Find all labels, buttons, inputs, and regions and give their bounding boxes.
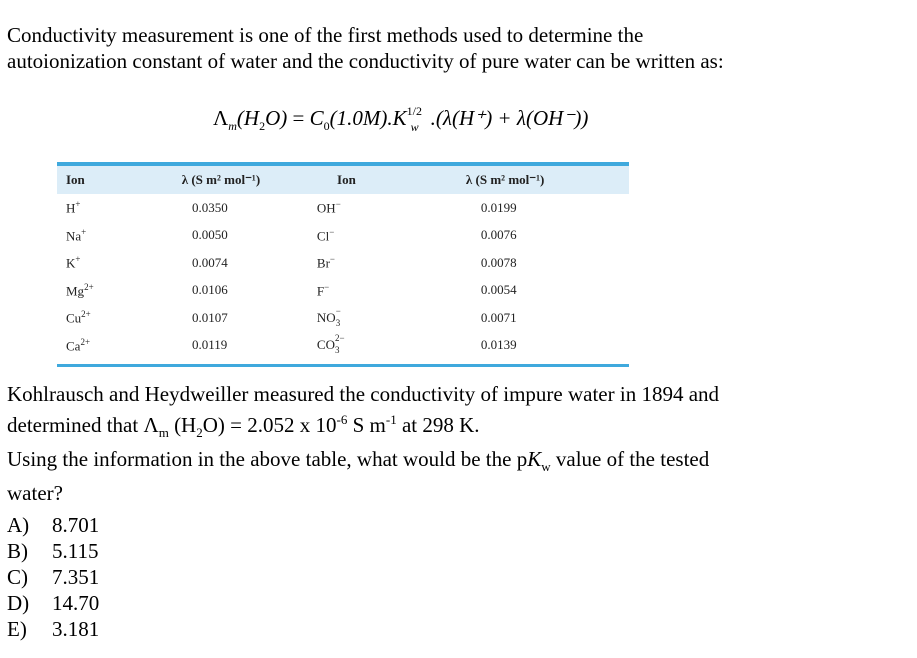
formula-conc: (1.0M).K — [329, 106, 407, 130]
answer-value: 5.115 — [52, 539, 99, 563]
table-row — [57, 304, 629, 332]
anion-value: 0.0054 — [480, 282, 517, 298]
formula-k-sup: 1/2 — [406, 104, 422, 118]
answer-option-b[interactable] — [7, 538, 99, 564]
answer-letter: A) — [7, 513, 30, 537]
formula-h2o-open: (H — [236, 106, 260, 130]
answer-choices — [7, 512, 99, 642]
answer-option-a[interactable] — [7, 512, 99, 538]
cation-cell: K+ — [66, 254, 81, 271]
answer-option-c[interactable] — [7, 564, 99, 590]
anion-value: 0.0139 — [480, 337, 517, 353]
cation-value: 0.0119 — [191, 337, 228, 353]
formula-h2o-sub: 2 — [259, 119, 266, 134]
cation-cell: $Mg^{2+}$ — [66, 281, 94, 298]
cation-value: 0.0107 — [191, 309, 228, 325]
table-row — [57, 194, 629, 222]
answer-letter: C) — [7, 565, 28, 589]
header-ion-anion: Ion — [337, 172, 356, 187]
cation-value: 0.0074 — [191, 254, 228, 270]
header-ion-cation: Ion — [66, 172, 85, 187]
answer-value: 3.181 — [52, 617, 100, 641]
table-row — [57, 249, 629, 277]
intro-line-2: autoionization constant of water and the conductivity of pure water can be written as: — [7, 49, 724, 73]
table-row — [57, 332, 629, 360]
anion-value: 0.0078 — [480, 254, 517, 270]
intro-line-1: Conductivity measurement is one of the first methods used to determine the — [7, 23, 644, 47]
anion-cell: NO − 3 — [316, 305, 341, 328]
formula-equals: = — [287, 106, 310, 130]
answer-option-e[interactable] — [7, 616, 99, 642]
question-line-3: Using the information in the above table, what would be the $pK_w$ value of the tested — [7, 447, 710, 475]
answer-value: 8.701 — [52, 513, 100, 537]
anion-value: 0.0076 — [480, 227, 517, 243]
cation-value: 0.0106 — [191, 282, 228, 298]
intro-paragraph — [7, 22, 724, 74]
question-line-1: Kohlrausch and Heydweiller measured the conductivity of impure water in 1894 and — [7, 382, 720, 406]
ion-table — [57, 166, 629, 359]
formula-c-sub: 0 — [323, 119, 330, 134]
question-line-4: water? — [7, 481, 63, 506]
formula-lambda-sub: m — [228, 119, 237, 134]
header-lambda-cation: λ (S m² mol⁻¹) — [181, 172, 261, 187]
question-paragraph — [7, 381, 719, 506]
cation-value: 0.0050 — [191, 227, 228, 243]
question-line-2: determined that $\Lambda_m$ $(H_2O) = 2.052$ x $10^{-6}$ S $m^{-1}$ at 298 K. — [7, 412, 480, 441]
ion-conductivity-table — [57, 162, 629, 368]
cation-cell: Na+ — [66, 226, 87, 243]
header-lambda-anion: λ (S m² mol⁻¹) — [465, 172, 545, 187]
formula-c: C — [309, 106, 324, 130]
anion-value: 0.0071 — [480, 309, 517, 325]
answer-letter: E) — [7, 617, 27, 641]
answer-value: 14.70 — [52, 591, 100, 615]
table-header-row — [57, 166, 629, 194]
formula-h2o-close: O) — [265, 106, 288, 130]
anion-cell: OH− — [316, 199, 341, 216]
anion-cell: F− — [316, 281, 330, 298]
anion-cell: Br− — [316, 254, 335, 271]
answer-letter: D) — [7, 591, 30, 615]
cation-cell: $Ca^{2+}$ — [66, 336, 91, 353]
answer-letter: B) — [7, 539, 28, 563]
formula-lambda: Λ — [213, 106, 229, 130]
anion-value: 0.0199 — [480, 199, 517, 215]
conductivity-formula — [213, 104, 588, 140]
table-bottom-rule — [57, 364, 629, 367]
table-row — [57, 277, 629, 305]
anion-cell: Cl− — [316, 226, 335, 243]
answer-value: 7.351 — [52, 565, 100, 589]
cation-value: 0.0350 — [191, 199, 228, 215]
cation-cell: $Cu^{2+}$ — [66, 309, 91, 326]
formula-tail: .(λ(H⁺) + λ(OH⁻)) — [430, 106, 589, 130]
table-row — [57, 222, 629, 250]
formula-k-sub: w — [410, 120, 419, 134]
cation-cell: H+ — [66, 199, 81, 216]
answer-option-d[interactable] — [7, 590, 99, 616]
anion-cell: CO 2− 3 — [316, 333, 345, 356]
